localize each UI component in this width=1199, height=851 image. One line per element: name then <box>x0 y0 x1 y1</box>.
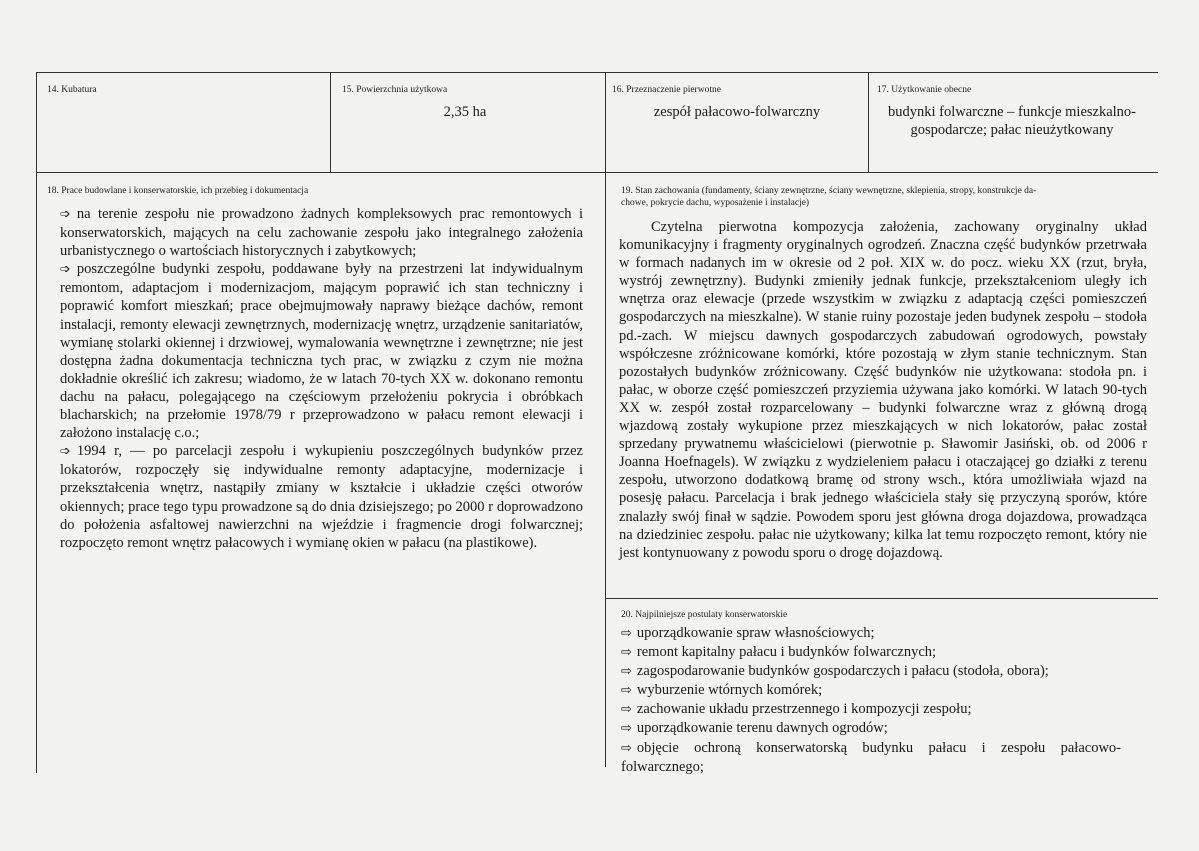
section-18-label: 18. Prace budowlane i konserwatorskie, ich przebieg i dokumentacja <box>47 186 309 196</box>
postulates-list <box>621 624 1121 776</box>
postulate-item: ⇨ zachowanie układu przestrzennego i kompozycji zespołu; <box>621 701 972 718</box>
field-17-label: 17. Użytkowanie obecne <box>877 85 972 95</box>
s19-bottom-rule <box>605 598 1158 599</box>
field-16-value: zespół pałacowo-folwarczny <box>653 104 821 120</box>
postulate-item: ⇨ uporządkowanie spraw własnościowych; <box>621 625 875 641</box>
postulate-item: ⇨ wyburzenie wtórnych komórek; <box>621 682 823 699</box>
field-14-label: 14. Kubatura <box>47 85 97 95</box>
filled-right-arrow-icon: ➩ <box>60 444 71 460</box>
hollow-right-arrow-icon: ⇨ <box>621 645 632 661</box>
section-19-label <box>621 185 1151 209</box>
section-19-label-line2: chowe, pokrycie dachu, wyposażenie i instalacje) <box>621 198 810 208</box>
field-17-value <box>872 103 1152 139</box>
row1-bottom-rule <box>36 172 1158 173</box>
postulate-item: ⇨ zagospodarowanie budynków gospodarczych i pałacu (stodoła, obora); <box>621 663 1049 680</box>
section-19-body <box>619 218 1147 562</box>
hollow-right-arrow-icon: ⇨ <box>621 721 632 737</box>
field-15-label: 15. Powierzchnia użytkowa <box>342 85 448 95</box>
filled-right-arrow-icon: ➩ <box>60 207 71 222</box>
field-15-value: 2,35 ha <box>443 104 487 120</box>
section-18-body <box>60 205 583 552</box>
postulate-item: ⇨ objęcie ochroną konserwatorską budynku pałacu i zespołu pałacowo-folwarcznego; <box>621 739 1121 775</box>
postulate-item: ⇨ uporządkowanie terenu dawnych ogrodów; <box>621 720 888 737</box>
postulate-item: ⇨ remont kapitalny pałacu i budynków folwarcznych; <box>621 644 937 661</box>
hollow-right-arrow-icon: ⇨ <box>621 664 632 680</box>
hollow-right-arrow-icon: ⇨ <box>621 702 632 718</box>
hollow-right-arrow-icon: ⇨ <box>621 626 632 641</box>
hollow-right-arrow-icon: ⇨ <box>621 683 632 699</box>
filled-right-arrow-icon: ➩ <box>60 262 71 278</box>
col-divider-17 <box>868 72 869 172</box>
hollow-right-arrow-icon: ⇨ <box>621 740 632 756</box>
section-20-body <box>621 624 1121 776</box>
col-divider-16 <box>605 72 606 767</box>
field-17-value-line1: budynki folwarczne – funkcje mieszkalno- <box>887 104 1137 120</box>
col-divider-15 <box>330 72 331 172</box>
top-rule <box>36 72 1158 73</box>
left-border <box>36 72 37 773</box>
field-16-label: 16. Przeznaczenie pierwotne <box>612 85 721 95</box>
section-18-item: ➩ poszczególne budynki zespołu, poddawane były na przestrzeni lat indywidualnym remontom, adaptacjom i modernizacjom, mającym poprawić ich stan techniczny i poprawić komfort mieszkań; prace obejmujmowały naprawy bieżące dachów, remont instalacji, remonty elewacji zewnętrznych, modernizację wnętrz, urządzenie sanitariatów, wymianę stolarki okiennej i drzwiowej, wymalowania wewnętrzne i zewnętrzne; nie jest dostępna żadna dokumentacja techniczna tych prac, w związku z czym nie można dokładnie określić ich zakresu; wiadomo, że w latach 70-tych XX w. dokonano remontu dachu na pałacu, polegającego na częściowym przełożeniu pokrycia i obróbkach blacharskich; na przełomie 1978/79 r przeprowadzono w pałacu remont elewacji i założono instalację c.o.; <box>60 261 583 442</box>
section-19-paragraph: Czytelna pierwotna kompozycja założenia, zachowany oryginalny układ komunikacyjny i fragmenty oryginalnych ogrodzeń. Znaczna część budynków przetrwała w formach nadanych im w okresie od 2 poł. XIX w. do pocz. wieku XX (rzut, bryła, wystrój zewnętrzny). Budynki zmieniły jednak funkcje, przekształceniom uległy ich wnętrza oraz elewacje (przede wszystkim w związku z adaptacją części pomieszczeń gospodarczych na mieszkalne). W stanie ruiny pozostaje jeden budynek zespołu – stodoła pd.-zach. W miejscu dawnych gospodarczych zabudowań ogrodowych, powstały współczesne zróżnicowane komórki, które pozostają w złym stanie technicznym. Stan pozostałych budynków zróżnicowany. Część budynków nie użytkowana: stodoła pn. i pałac, w oborze część pomieszczeń przyziemia używana jako komórki. W latach 90-tych XX w. zespół został rozparcelowany – budynki folwarczne wraz z główną drogą wjazdową zostały wykupione przez mieszkających w nich lokatorów, pałac został sprzedany prywatnemu właścicielowi (pierwotnie p. Sławomir Jasiński, ob. od 2006 r Joanna Hoefnagels). W związku z wydzieleniem pałacu i otaczającej go działki z terenu zespołu, utworzono dodatkową bramę od strony wsch., która umożliwiała wjazd na posesję pałacu. Parcelacja i brak jednego właściciela stały się przyczyną sporów, które znalazły swój finał w sądzie. Powodem sporu jest główna droga dojazdowa, prowadząca na dziedziniec zespołu. pałac nie użytkowany; kilka lat temu rozpoczęto remont, który nie jest kontynuowany z powodu sporu o drogę dojazdową. <box>619 219 1147 561</box>
section-18-item: ➩ na terenie zespołu nie prowadzono żadnych kompleksowych prac remontowych i konserwatorskich, mających na celu zachowanie zespołu jako integralnego założenia urbanistycznego o wartościach historycznych i zabytkowych; <box>60 206 583 260</box>
section-19-label-line1: 19. Stan zachowania (fundamenty, ściany zewnętrzne, ściany wewnętrzne, sklepienia, stropy, konstrukcje da- <box>621 186 1037 196</box>
field-17-value-line2: gospodarcze; pałac nieużytkowany <box>910 122 1114 138</box>
section-20-label: 20. Najpilniejsze postulaty konserwatorskie <box>621 610 788 620</box>
section-18-item: ➩ 1994 r, — po parcelacji zespołu i wykupieniu poszczególnych budynków przez lokatorów, rozpoczęły się indywidualne remonty adaptacyjne, modernizacje i przekształcenia wnętrz, nastąpiły zmiany w kształcie i układzie części otworów okiennych; prace tego typu prowadzone są do dnia dzisiejszego; po 2000 r doprowadzono do położenia asfaltowej nawierzchni na wjeździe i fragmencie drogi folwarcznej; rozpoczęto remont wnętrz pałacowych i wymianę okien w pałacu (na plastikowe). <box>60 443 583 551</box>
